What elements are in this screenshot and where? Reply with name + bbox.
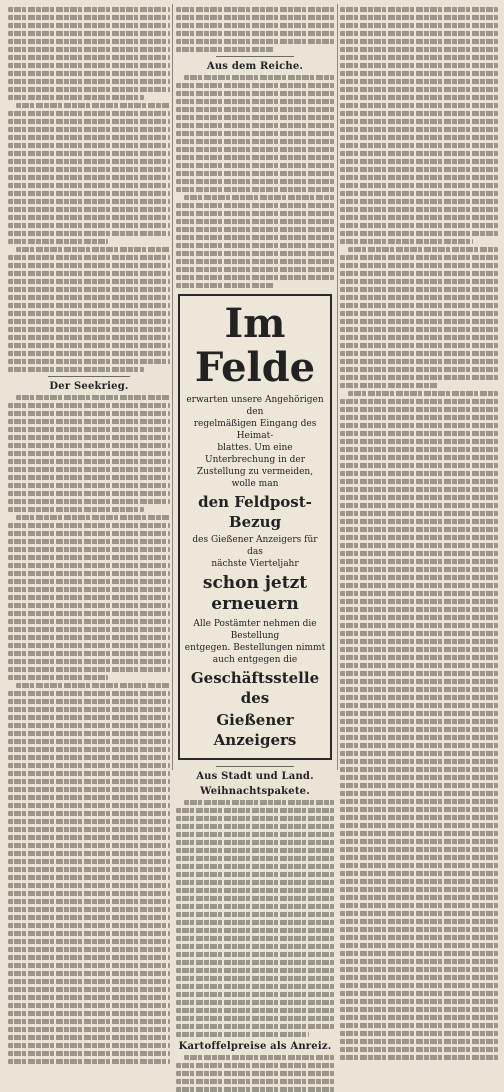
notice-text: Zustellung zu vermeiden, wolle man bbox=[196, 467, 314, 489]
notice-text: blattes. Um eine Unterbrechung in der bbox=[205, 443, 305, 465]
section-heading: Aus dem Reiche. bbox=[206, 61, 304, 72]
divider bbox=[48, 376, 130, 377]
notice-emphasis: schon jetzt erneuern bbox=[202, 573, 308, 614]
article-text bbox=[176, 800, 334, 1037]
notice-emphasis: Gießener Anzeigers bbox=[213, 711, 297, 749]
divider bbox=[216, 766, 294, 767]
notice-text: erwarten unsere Angehörigen den bbox=[186, 395, 324, 417]
section-subheading: Weihnachtspakete. bbox=[200, 786, 310, 797]
notice-text: entgegen. Bestellungen nimmt bbox=[184, 643, 326, 653]
article-text bbox=[176, 75, 334, 288]
divider bbox=[216, 56, 294, 57]
article-text bbox=[176, 7, 334, 52]
notice-text: nächste Vierteljahr bbox=[211, 559, 299, 569]
notice-emphasis: Geschäftsstelle des bbox=[190, 669, 320, 707]
notice-text: regelmäßigen Eingang des Heimat- bbox=[193, 419, 317, 441]
article-text bbox=[8, 395, 170, 1064]
section-heading: Der Seekrieg. bbox=[49, 381, 129, 392]
column-rule bbox=[337, 4, 338, 770]
article-text bbox=[176, 1055, 334, 1092]
subscription-notice bbox=[178, 294, 332, 760]
notice-text: des Gießener Anzeigers für das bbox=[192, 535, 318, 557]
left-column bbox=[8, 4, 170, 770]
section-heading: Aus Stadt und Land. bbox=[196, 771, 314, 782]
column-rule bbox=[172, 4, 173, 770]
notice-emphasis: den Feldpost-Bezug bbox=[198, 493, 312, 531]
right-column bbox=[340, 4, 498, 770]
notice-text: Alle Postämter nehmen die Bestellung bbox=[193, 619, 317, 641]
section-heading: Kartoffelpreise als Anreiz. bbox=[178, 1041, 332, 1052]
middle-column bbox=[176, 4, 334, 1052]
notice-text: auch entgegen die bbox=[212, 655, 298, 665]
notice-title: Im Felde bbox=[194, 300, 316, 391]
article-text bbox=[8, 7, 170, 372]
article-text bbox=[340, 7, 498, 1060]
